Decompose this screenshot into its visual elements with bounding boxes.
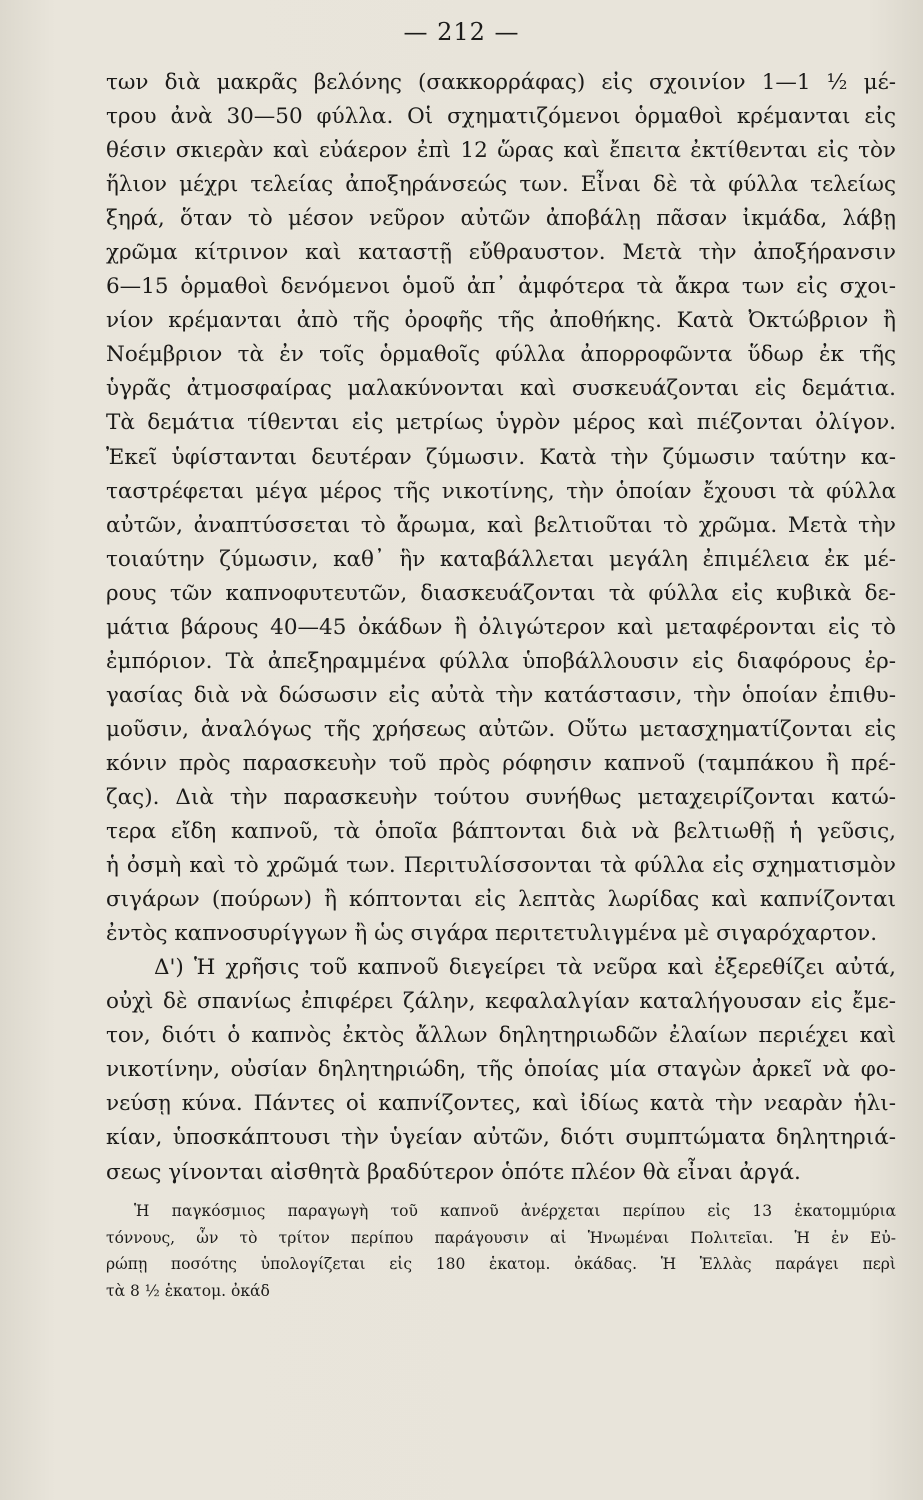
footnote	[106, 1198, 896, 1304]
text-line: κόνιν πρὸς παρασκευὴν τοῦ πρὸς ρόφησιν καπνοῦ (ταμπάκου ἢ πρέ-	[106, 750, 896, 776]
text-line: νεύσῃ κύνα. Πάντες οἱ καπνίζοντες, καὶ ἰδίως κατὰ τὴν νεαρὰν ἡλι-	[106, 1091, 896, 1117]
text-line: τρου ἀνὰ 30—50 φύλλα. Οἱ σχηματιζόμενοι ὁρμαθοὶ κρέμανται εἰς	[106, 104, 896, 130]
text-line: γασίας διὰ νὰ δώσωσιν εἰς αὐτὰ τὴν κατάστασιν, τὴν ὁποίαν ἐπιθυ-	[106, 682, 896, 708]
body-text	[106, 66, 896, 1190]
section-heading-line: Δ') Ἡ χρῆσις τοῦ καπνοῦ διεγείρει τὰ νεῦρα καὶ ἐξερεθίζει αὐτά,	[154, 955, 896, 981]
text-line: Ἐκεῖ ὑφίστανται δευτέραν ζύμωσιν. Κατὰ τὴν ζύμωσιν ταύτην κα-	[106, 444, 896, 470]
text-line: ἥλιον μέχρι τελείας ἀποξηράνσεώς των. Εἶναι δὲ τὰ φύλλα τελείως	[106, 172, 896, 198]
text-line: ἐντὸς καπνοσυρίγγων ἢ ὡς σιγάρα περιτετυλιγμένα μὲ σιγαρόχαρτον.	[106, 921, 878, 947]
text-line: μάτια βάρους 40—45 ὀκάδων ἢ ὀλιγώτερον καὶ μεταφέρονται εἰς τὸ	[106, 614, 896, 640]
text-line: 6—15 ὁρμαθοὶ δενόμενοι ὁμοῦ ἀπ᾽ ἀμφότερα τὰ ἄκρα των εἰς σχοι-	[106, 274, 896, 300]
text-line: ταστρέφεται μέγα μέρος τῆς νικοτίνης, τὴν ὁποίαν ἔχουσι τὰ φύλλα	[106, 478, 896, 504]
text-line: ζας). Διὰ τὴν παρασκευὴν τούτου συνήθως μεταχειρίζονται κατώ-	[106, 784, 896, 810]
text-line: οὐχὶ δὲ σπανίως ἐπιφέρει ζάλην, κεφαλαλγίαν καταλήγουσαν εἰς ἔμε-	[106, 989, 896, 1015]
text-line: Τὰ δεμάτια τίθενται εἰς μετρίως ὑγρὸν μέρος καὶ πιέζονται ὀλίγον.	[106, 410, 896, 436]
text-line: κίαν, ὑποσκάπτουσι τὴν ὑγείαν αὐτῶν, διότι συμπτώματα δηλητηριά-	[106, 1125, 896, 1151]
footnote-line: ρώπῃ ποσότης ὑπολογίζεται εἰς 180 ἑκατομ. ὀκάδας. Ἡ Ἑλλὰς παράγει περὶ	[106, 1255, 896, 1273]
text-line: τερα εἴδη καπνοῦ, τὰ ὁποῖα βάπτονται διὰ νὰ βελτιωθῇ ἡ γεῦσις,	[106, 819, 896, 845]
text-line: τοιαύτην ζύμωσιν, καθ᾽ ἣν καταβάλλεται μεγάλη ἐπιμέλεια ἐκ μέ-	[106, 546, 896, 572]
text-line: θέσιν σκιερὰν καὶ εὐάερον ἐπὶ 12 ὥρας καὶ ἔπειτα ἐκτίθενται εἰς τὸν	[106, 138, 896, 164]
text-line: ρους τῶν καπνοφυτευτῶν, διασκευάζονται τὰ φύλλα εἰς κυβικὰ δε-	[106, 580, 896, 606]
text-line: χρῶμα κίτρινον καὶ καταστῇ εὔθραυστον. Μετὰ τὴν ἀποξήρανσιν	[106, 240, 896, 266]
footnote-line: τὰ 8 ½ ἑκατομ. ὀκάδ	[106, 1281, 270, 1300]
text-line: αὐτῶν, ἀναπτύσσεται τὸ ἄρωμα, καὶ βελτιοῦται τὸ χρῶμα. Μετὰ τὴν	[106, 512, 896, 538]
text-line: ἐμπόριον. Τὰ ἀπεξηραμμένα φύλλα ὑποβάλλουσιν εἰς διαφόρους ἐρ-	[106, 648, 896, 674]
text-line: μοῦσιν, ἀναλόγως τῆς χρήσεως αὐτῶν. Οὕτω μετασχηματίζονται εἰς	[106, 716, 896, 742]
text-line: ξηρά, ὅταν τὸ μέσον νεῦρον αὐτῶν ἀποβάλῃ πᾶσαν ἰκμάδα, λάβῃ	[106, 206, 896, 232]
text-line: Νοέμβριον τὰ ἐν τοῖς ὁρμαθοῖς φύλλα ἀπορροφῶντα ὕδωρ ἐκ τῆς	[106, 342, 896, 368]
page-number: — 212 —	[403, 18, 520, 46]
text-line: των διὰ μακρᾶς βελόνης (σακκορράφας) εἰς σχοινίον 1—1 ½ μέ-	[106, 70, 896, 95]
text-line: νίον κρέμανται ἀπὸ τῆς ὀροφῆς τῆς ἀποθήκης. Κατὰ Ὀκτώβριον ἢ	[106, 308, 896, 334]
text-line: νικοτίνην, οὐσίαν δηλητηριώδη, τῆς ὁποίας μία σταγὼν ἀρκεῖ νὰ φο-	[106, 1057, 896, 1083]
text-line: ἡ ὀσμὴ καὶ τὸ χρῶμά των. Περιτυλίσσονται τὰ φύλλα εἰς σχηματισμὸν	[106, 853, 896, 879]
text-line: ὑγρᾶς ἀτμοσφαίρας μαλακύνονται καὶ συσκευάζονται εἰς δεμάτια.	[106, 376, 896, 402]
footnote-line: Ἡ παγκόσμιος παραγωγὴ τοῦ καπνοῦ ἀνέρχεται περίπου εἰς 13 ἑκατομμύρια	[134, 1202, 896, 1220]
footnote-line: τόννους, ὧν τὸ τρίτον περίπου παράγουσιν αἱ Ἡνωμέναι Πολιτεῖαι. Ἡ ἐν Εὐ-	[106, 1228, 896, 1247]
text-line: σεως γίνονται αἰσθητὰ βραδύτερον ὁπότε πλέον θὰ εἶναι ἀργά.	[106, 1159, 801, 1185]
text-line: τον, διότι ὁ καπνὸς ἐκτὸς ἄλλων δηλητηριωδῶν ἐλαίων περιέχει καὶ	[106, 1023, 896, 1049]
text-line: σιγάρων (πούρων) ἢ κόπτονται εἰς λεπτὰς λωρίδας καὶ καπνίζονται	[106, 887, 896, 913]
